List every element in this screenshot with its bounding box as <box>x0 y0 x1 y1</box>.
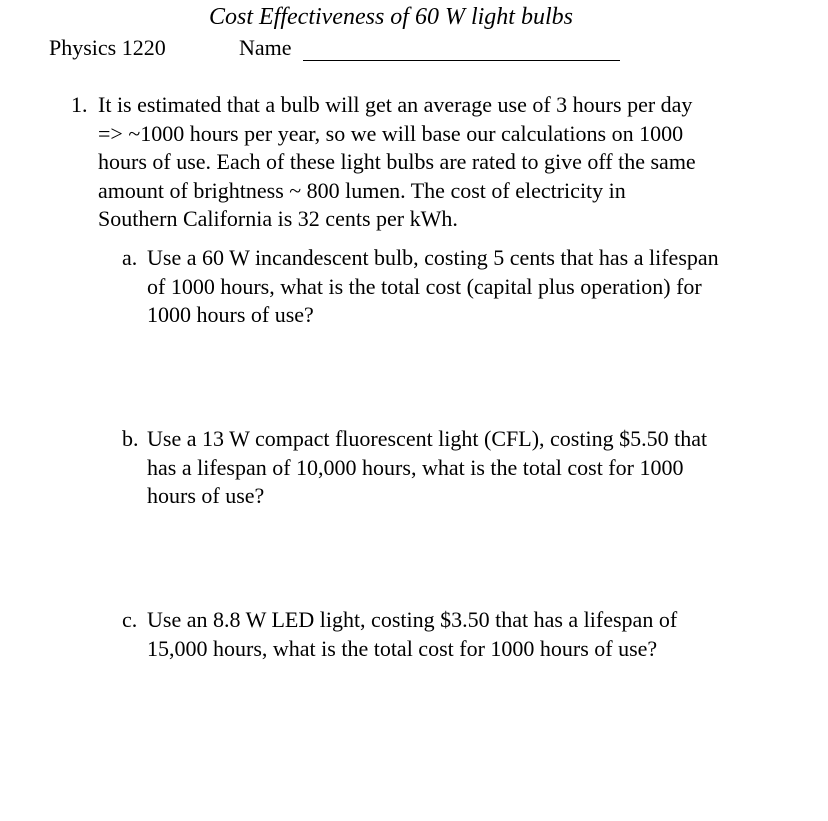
course-label: Physics 1220 <box>49 35 166 60</box>
part-a-letter: a. <box>122 245 138 270</box>
part-c-text <box>147 606 677 663</box>
part-a-text <box>147 244 719 330</box>
question-text <box>98 91 788 234</box>
part-b-letter: b. <box>122 426 139 451</box>
part-c-line: Use an 8.8 W LED light, costing $3.50 that has a lifespan of <box>147 607 678 632</box>
part-a-line: 1000 hours of use? <box>147 302 314 328</box>
question-line: It is estimated that a bulb will get an average use of 3 hours per day <box>98 92 693 117</box>
part-c-letter: c. <box>122 607 138 632</box>
name-blank-line[interactable] <box>303 60 620 61</box>
question-line: => ~1000 hours per year, so we will base our calculations on 1000 <box>98 120 684 146</box>
question-number: 1. <box>71 92 88 117</box>
part-b-line: Use a 13 W compact fluorescent light (CFL), costing $5.50 that <box>147 426 708 451</box>
question-line: hours of use. Each of these light bulbs are rated to give off the same <box>98 149 696 175</box>
worksheet-title: Cost Effectiveness of 60 W light bulbs <box>209 4 573 30</box>
part-a-line: Use a 60 W incandescent bulb, costing 5 cents that has a lifespan <box>147 245 719 270</box>
part-a-line: of 1000 hours, what is the total cost (capital plus operation) for <box>147 273 702 299</box>
part-b-line: hours of use? <box>147 483 265 509</box>
question-line: amount of brightness ~ 800 lumen. The cost of electricity in <box>98 177 626 203</box>
part-c-line: 15,000 hours, what is the total cost for 1000 hours of use? <box>147 635 658 661</box>
name-label: Name <box>239 35 292 60</box>
part-b-text <box>147 425 707 511</box>
part-b-line: has a lifespan of 10,000 hours, what is the total cost for 1000 <box>147 454 684 480</box>
question-line: Southern California is 32 cents per kWh. <box>98 206 458 232</box>
